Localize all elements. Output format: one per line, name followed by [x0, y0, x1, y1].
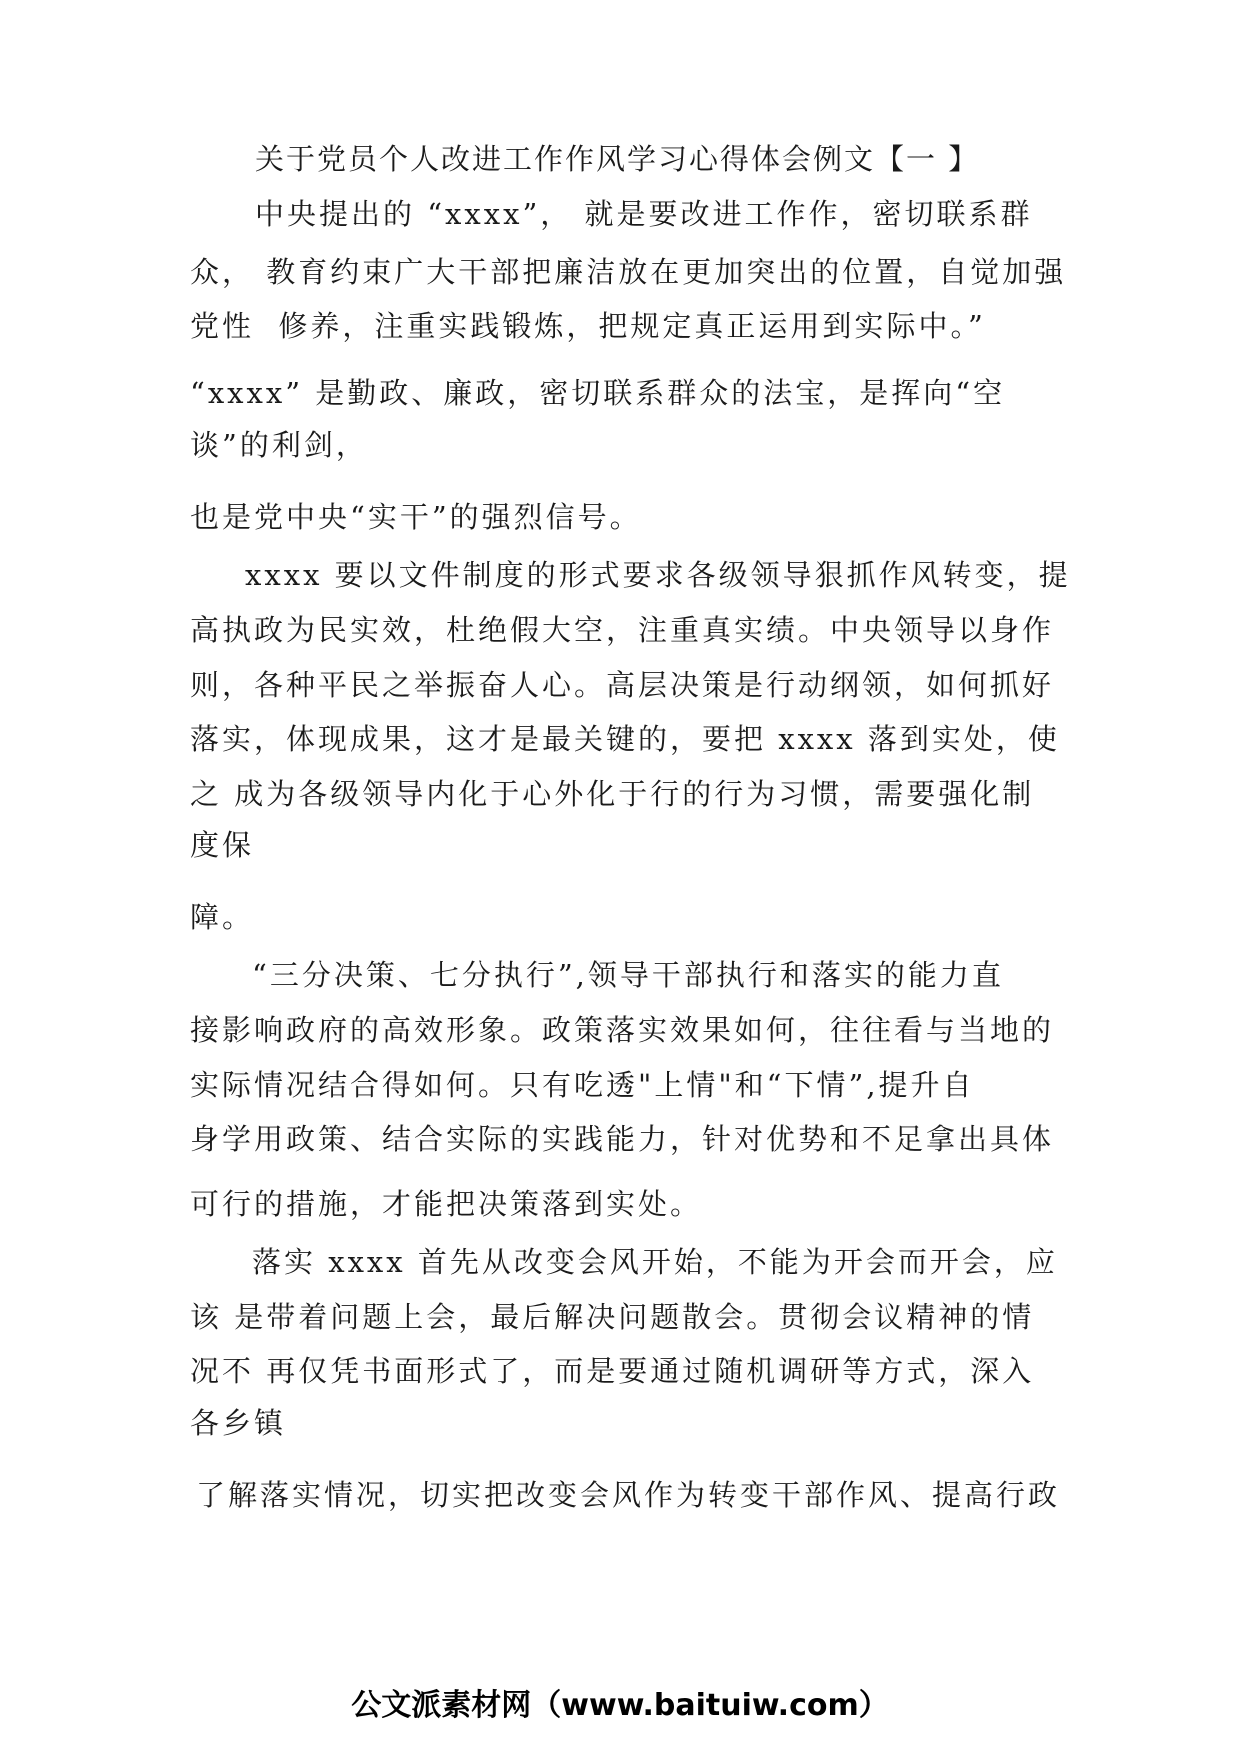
paragraph-line: 接影响政府的高效形象。政策落实效果如何，往往看与当地的 — [190, 1013, 1055, 1047]
paragraph-line: 之 成为各级领导内化于心外化于行的行为习惯，需要强化制 — [190, 777, 1035, 811]
paragraph-line: 中央提出的 “xxxx”， 就是要改进工作作，密切联系群 — [255, 197, 1033, 231]
paragraph-line: 了解落实情况，切实把改变会风作为转变干部作风、提高行政 — [196, 1478, 1061, 1512]
paragraph-line: 党性 修养，注重实践锻炼，把规定真正运用到实际中。” — [190, 309, 986, 343]
paragraph-line: 实际情况结合得如何。只有吃透"上情"和“下情”,提升自 — [190, 1068, 975, 1102]
paragraph-line: 则，各种平民之举振奋人心。高层决策是行动纲领，如何抓好 — [190, 668, 1055, 702]
footer-watermark: 公文派素材网（www.baituiw.com） — [351, 1688, 889, 1723]
paragraph-line: 众， 教育约束广大干部把廉洁放在更加突出的位置，自觉加强 — [190, 255, 1067, 289]
paragraph-line: 谈”的利剑， — [190, 428, 368, 462]
paragraph-line: “xxxx” 是勤政、廉政，密切联系群众的法宝，是挥向“空 — [190, 376, 1006, 410]
paragraph-line: 该 是带着问题上会，最后解决问题散会。贯彻会议精神的情 — [190, 1300, 1035, 1334]
paragraph-line: 落实 xxxx 首先从改变会风开始，不能为开会而开会，应 — [252, 1245, 1058, 1279]
document-title: 关于党员个人改进工作作风学习心得体会例文【一 】 — [255, 142, 980, 176]
paragraph-line: 度保 — [190, 828, 255, 862]
paragraph-line: 高执政为民实效，杜绝假大空，注重真实绩。中央领导以身作 — [190, 613, 1055, 647]
paragraph-line: 可行的措施，才能把决策落到实处。 — [190, 1187, 703, 1221]
paragraph-line: 各乡镇 — [190, 1406, 287, 1440]
paragraph-line: 况不 再仅凭书面形式了，而是要通过随机调研等方式，深入 — [190, 1354, 1035, 1388]
paragraph-line: xxxx 要以文件制度的形式要求各级领导狠抓作风转变，提 — [245, 558, 1071, 592]
paragraph-line: 身学用政策、结合实际的实践能力，针对优势和不足拿出具体 — [190, 1122, 1055, 1156]
paragraph-line: 也是党中央“实干”的强烈信号。 — [190, 500, 642, 534]
paragraph-line: 落实，体现成果，这才是最关键的，要把 xxxx 落到实处，使 — [190, 722, 1060, 756]
paragraph-line: 障。 — [190, 900, 255, 934]
paragraph-line: “三分决策、七分执行”,领导干部执行和落实的能力直 — [252, 958, 1004, 992]
